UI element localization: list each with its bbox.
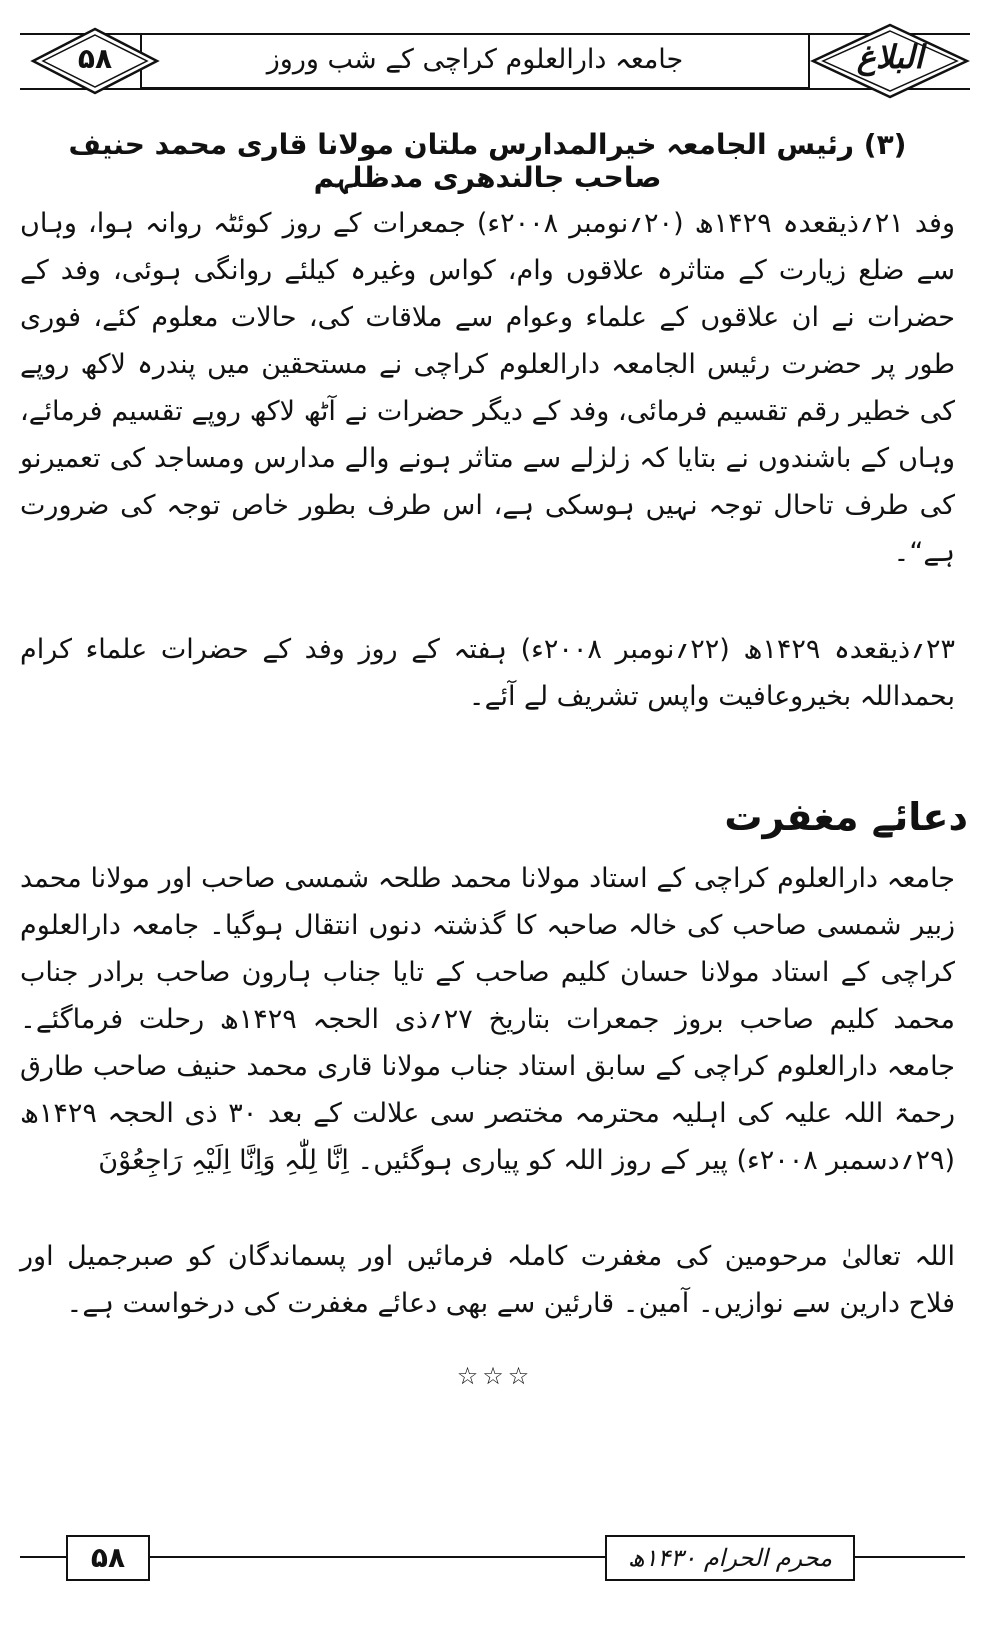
paragraph-delegation-return: ۲۳؍ذیقعدہ ۱۴۲۹ھ (۲۲؍نومبر ۲۰۰۸ء) ہفتہ کے روز وفد کے حضرات علماء کرام بحمداللہ بخیروعافیت واپس تشریف لے آئے۔ — [20, 634, 956, 712]
section-stars-divider: ☆☆☆ — [456, 1362, 534, 1390]
footer-page-number: ۵۸ — [66, 1535, 150, 1581]
header-page-number: ۵۸ — [77, 42, 113, 75]
section-heading: دعائے مغفرت — [724, 795, 968, 839]
delegation-subtitle: (۳) رئیس الجامعہ خیرالمدارس ملتان مولانا قاری محمد حنیف صاحب جالندھری مدظلہم — [68, 128, 907, 194]
footer-rule-right — [855, 1556, 965, 1558]
header-title: جامعہ دارالعلوم کراچی کے شب وروز — [266, 44, 684, 75]
paragraph-delegation-visit: وفد ۲۱؍ذیقعدہ ۱۴۲۹ھ (۲۰؍نومبر ۲۰۰۸ء) جمعرات کے روز کوئٹہ روانہ ہوا، وہاں سے ضلع زیارت کے متاثرہ علاقوں وام، کواس وغیرہ کیلئے روانگی ہوئی، وفد کے حضرات نے ان علاقوں کے علماء وعوام سے ملاقات کی، حالات معلوم کئے، فوری طور پر حضرت رئیس الجامعہ دارالعلوم کراچی نے مستحقین میں پندرہ لاکھ روپے کی خطیر رقم تقسیم فرمائی، وفد کے دیگر حضرات نے آٹھ لاکھ روپے تقسیم فرمائے، وہاں کے باشندوں نے بتایا کہ زلزلے سے متاثر ہونے والے مدارس ومساجد کی تعمیرنو کی طرف تاحال توجہ نہیں ہوسکی ہے، اس طرف بطور خاص توجہ کی ضرورت ہے“۔ — [20, 208, 956, 568]
paragraph-prayer-request: اللہ تعالیٰ مرحومین کی مغفرت کاملہ فرمائیں اور پسماندگان کو صبرجمیل اور فلاح دارین سے نوازیں۔ آمین۔ قارئین سے بھی دعائے مغفرت کی درخواست ہے۔ — [20, 1241, 955, 1319]
paragraph-condolences: جامعہ دارالعلوم کراچی کے استاد مولانا محمد طلحہ شمسی صاحب اور مولانا محمد زبیر شمسی صاحب کی خالہ صاحبہ کا گذشتہ دنوں انتقال ہوگیا۔ جامعہ دارالعلوم کراچی کے استاد مولانا حسان کلیم صاحب کے تایا جناب ہارون صاحب برادر جناب محمد کلیم صاحب بروز جمعرات بتاریخ ۲۷؍ذی الحجہ ۱۴۲۹ھ رحلت فرماگئے۔ جامعہ دارالعلوم کراچی کے سابق استاد جناب مولانا قاری محمد حنیف صاحب طارق رحمۃ اللہ علیہ کی اہلیہ محترمہ مختصر سی علالت کے بعد ۳۰ ذی الحجہ ۱۴۲۹ھ (۲۹؍دسمبر ۲۰۰۸ء) پیر کے روز اللہ کو پیاری ہوگئیں۔ اِنَّا لِلّٰہِ وَاِنَّا اِلَیْہِ رَاجِعُوْنَ — [20, 863, 956, 1176]
magazine-logo: البلاغ — [856, 38, 924, 76]
footer-rule-left — [20, 1556, 66, 1558]
footer-issue-month: محرم الحرام ۱۴۳۰ھ — [605, 1535, 855, 1581]
footer-rule-middle — [150, 1556, 605, 1558]
